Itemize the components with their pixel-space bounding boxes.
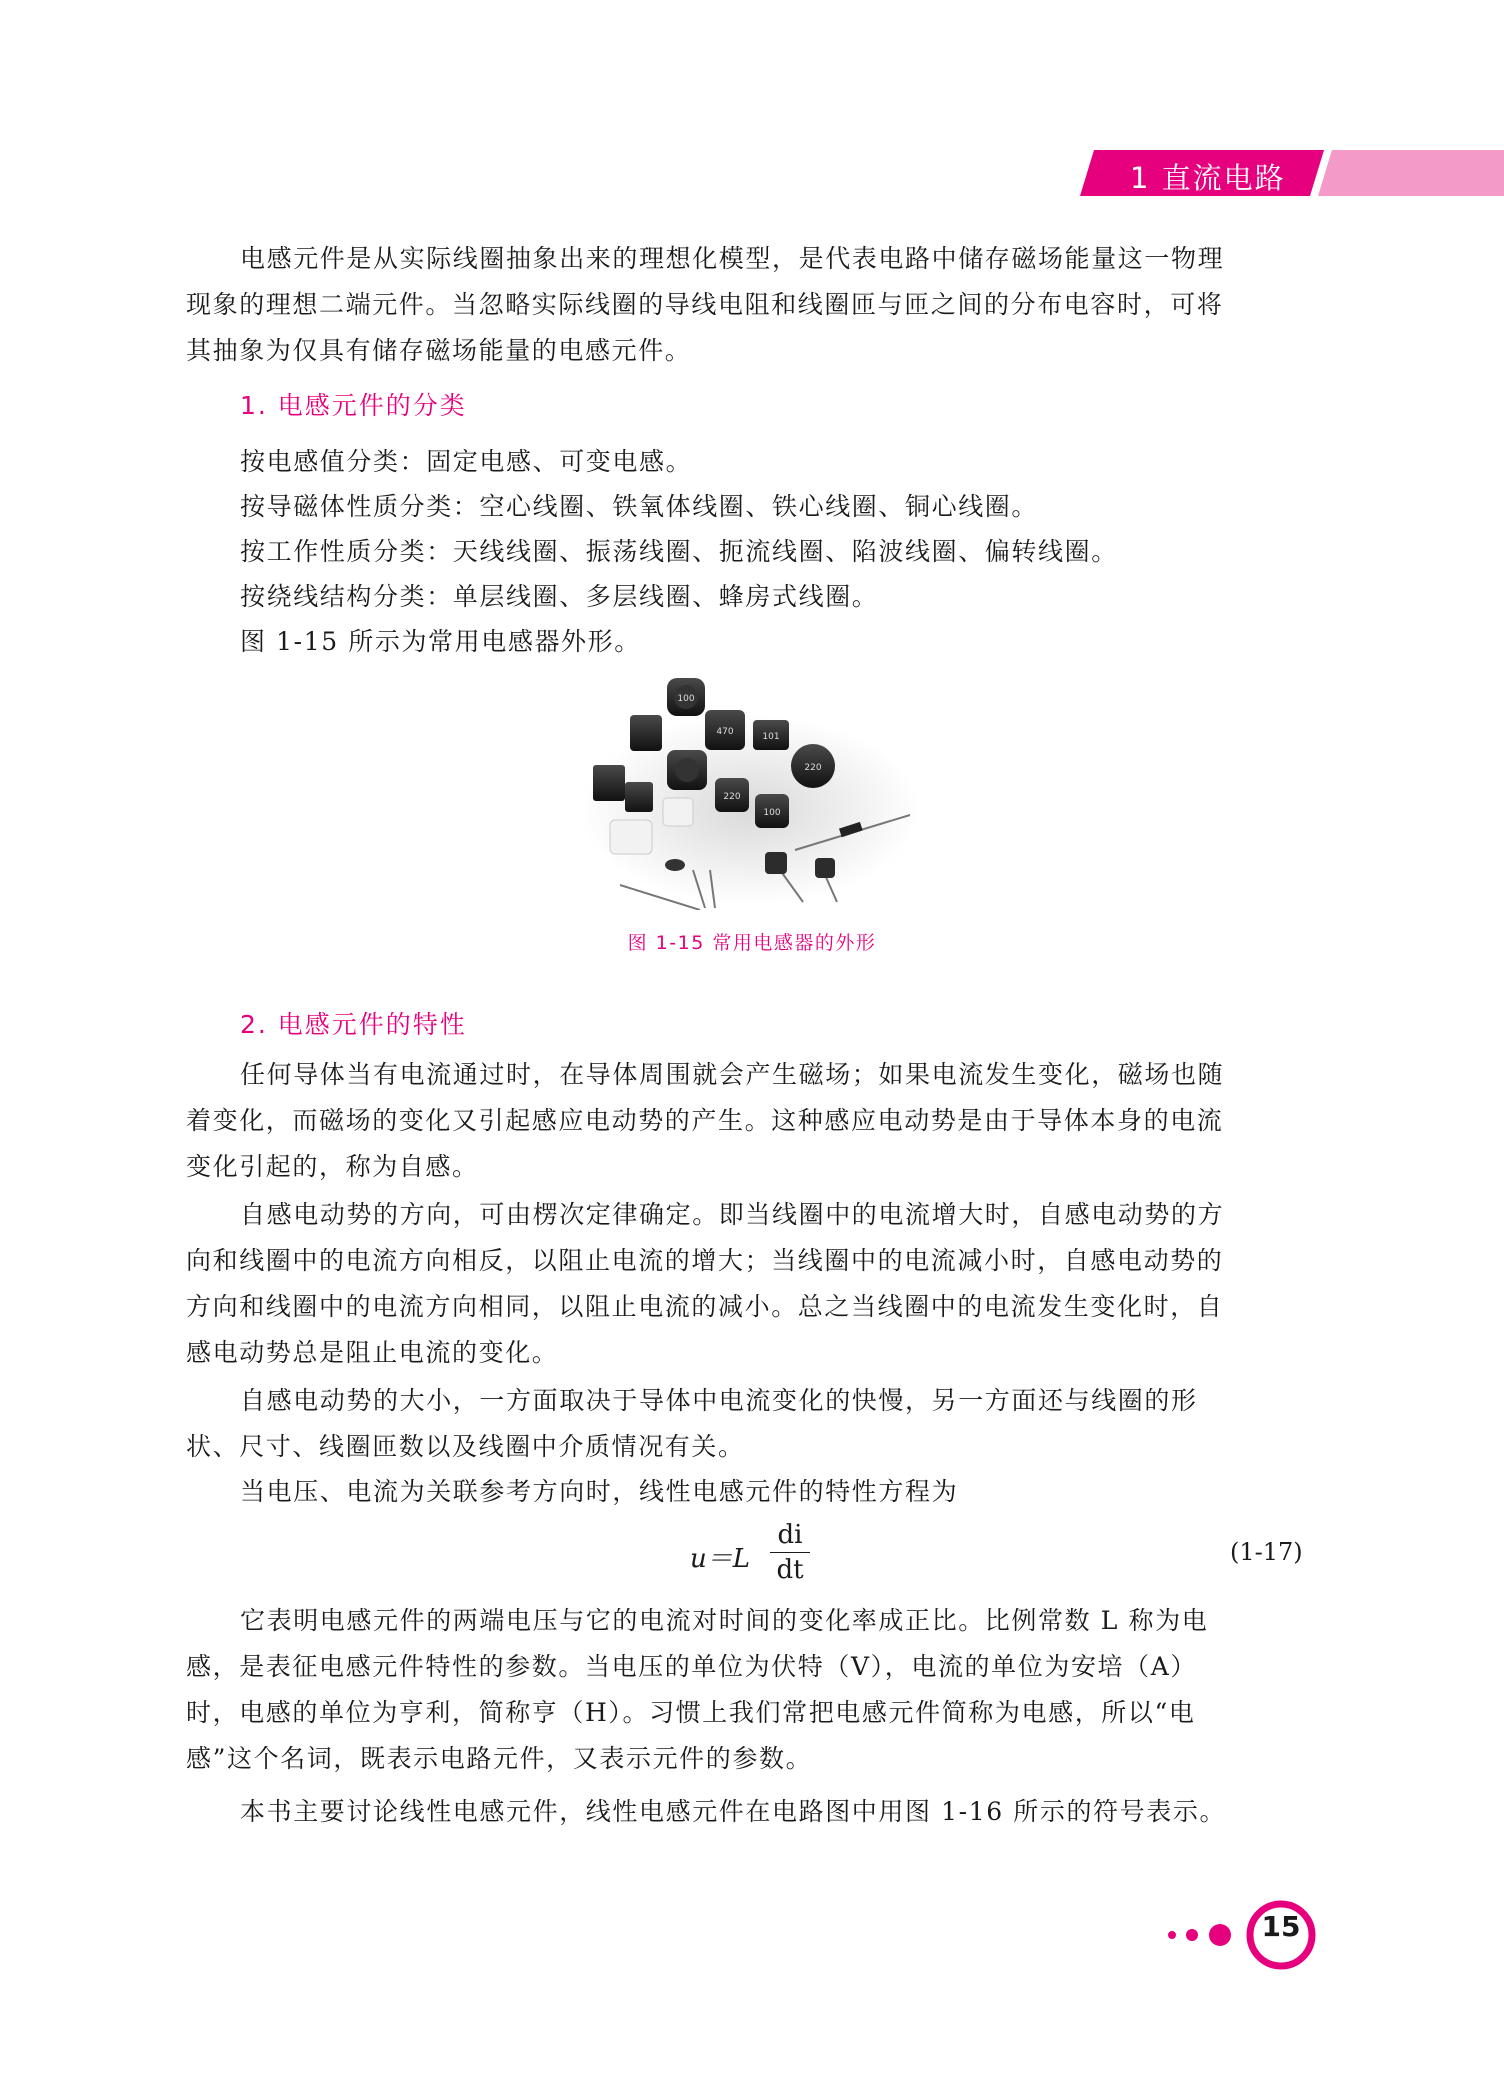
inductor-photo — [575, 670, 925, 910]
figure-caption: 图 1-15 常用电感器的外形 — [627, 932, 877, 954]
text-line: 任何导体当有电流通过时，在导体周围就会产生磁场；如果电流发生变化，磁场也随 — [240, 1060, 1225, 1089]
equation-number: (1-17) — [1230, 1538, 1303, 1566]
inductor-marking: 100 — [763, 808, 781, 818]
text-line: 时，电感的单位为亨利，简称亨（H）。习惯上我们常把电感元件简称为电感，所以“电 — [186, 1698, 1196, 1727]
text-line: 方向和线圈中的电流方向相同，以阻止电流的减小。总之当线圈中的电流发生变化时，自 — [186, 1292, 1224, 1321]
text-line: 现象的理想二端元件。当忽略实际线圈的导线电阻和线圈匝与匝之间的分布电容时，可将 — [186, 290, 1224, 319]
text-line: 状、尺寸、线圈匝数以及线圈中介质情况有关。 — [186, 1432, 745, 1461]
text-line: 它表明电感元件的两端电压与它的电流对时间的变化率成正比。比例常数 L 称为电 — [240, 1606, 1209, 1635]
inductor-marking: 470 — [716, 727, 734, 737]
text-line: 感电动势总是阻止电流的变化。 — [186, 1338, 559, 1367]
fraction-denominator: dt — [776, 1555, 804, 1585]
text-line: 电感元件是从实际线圈抽象出来的理想化模型，是代表电路中储存磁场能量这一物理 — [240, 244, 1225, 273]
list-item: 按导磁体性质分类：空心线圈、铁氧体线圈、铁心线圈、铜心线圈。 — [240, 492, 1039, 521]
section-heading: 1. 电感元件的分类 — [240, 391, 467, 420]
list-item: 按电感值分类：固定电感、可变电感。 — [240, 447, 693, 476]
equation-fraction — [770, 1520, 810, 1585]
text-line: 变化引起的，称为自感。 — [186, 1152, 479, 1181]
paragraph — [186, 1598, 1318, 1782]
paragraph — [186, 1052, 1318, 1190]
text-line: 其抽象为仅具有储存磁场能量的电感元件。 — [186, 336, 692, 365]
list-item: 按绕线结构分类：单层线圈、多层线圈、蜂房式线圈。 — [240, 582, 879, 611]
text-line: 向和线圈中的电流方向相反，以阻止电流的增大；当线圈中的电流减小时，自感电动势的 — [186, 1246, 1224, 1275]
fraction-numerator: di — [777, 1520, 803, 1550]
text-line: 感”这个名词，既表示电路元件，又表示元件的参数。 — [186, 1744, 813, 1773]
intro-paragraph — [186, 236, 1318, 374]
text-line: 本书主要讨论线性电感元件，线性电感元件在电路图中用图 1-16 所示的符号表示。 — [240, 1797, 1227, 1826]
chapter-title: 1 直流电路 — [1130, 161, 1286, 195]
chapter-banner — [1080, 150, 1504, 196]
inductor-marking: 101 — [762, 732, 780, 742]
inductor-marking: 220 — [804, 763, 822, 773]
page-number: 15 — [1261, 1910, 1301, 1943]
text-line: 感，是表征电感元件特性的参数。当电压的单位为伏特（V），电流的单位为安培（A） — [186, 1652, 1198, 1681]
list-item: 按工作性质分类：天线线圈、振荡线圈、扼流线圈、陷波线圈、偏转线圈。 — [240, 537, 1118, 566]
equation-lhs: u＝L — [690, 1544, 751, 1574]
inductor-marking: 100 — [677, 694, 695, 704]
text-line: 着变化，而磁场的变化又引起感应电动势的产生。这种感应电动势是由于导体本身的电流 — [186, 1106, 1224, 1135]
section-heading: 2. 电感元件的特性 — [240, 1010, 467, 1039]
fraction-bar — [770, 1552, 810, 1553]
text-line: 当电压、电流为关联参考方向时，线性电感元件的特性方程为 — [240, 1477, 959, 1506]
paragraph — [186, 1378, 1318, 1470]
figure-reference: 图 1-15 所示为常用电感器外形。 — [240, 627, 641, 656]
inductor-marking: 220 — [723, 792, 741, 802]
text-line: 自感电动势的方向，可由楞次定律确定。即当线圈中的电流增大时，自感电动势的方 — [240, 1200, 1225, 1229]
text-line: 自感电动势的大小，一方面取决于导体中电流变化的快慢，另一方面还与线圈的形 — [240, 1386, 1198, 1415]
paragraph — [186, 1192, 1318, 1376]
